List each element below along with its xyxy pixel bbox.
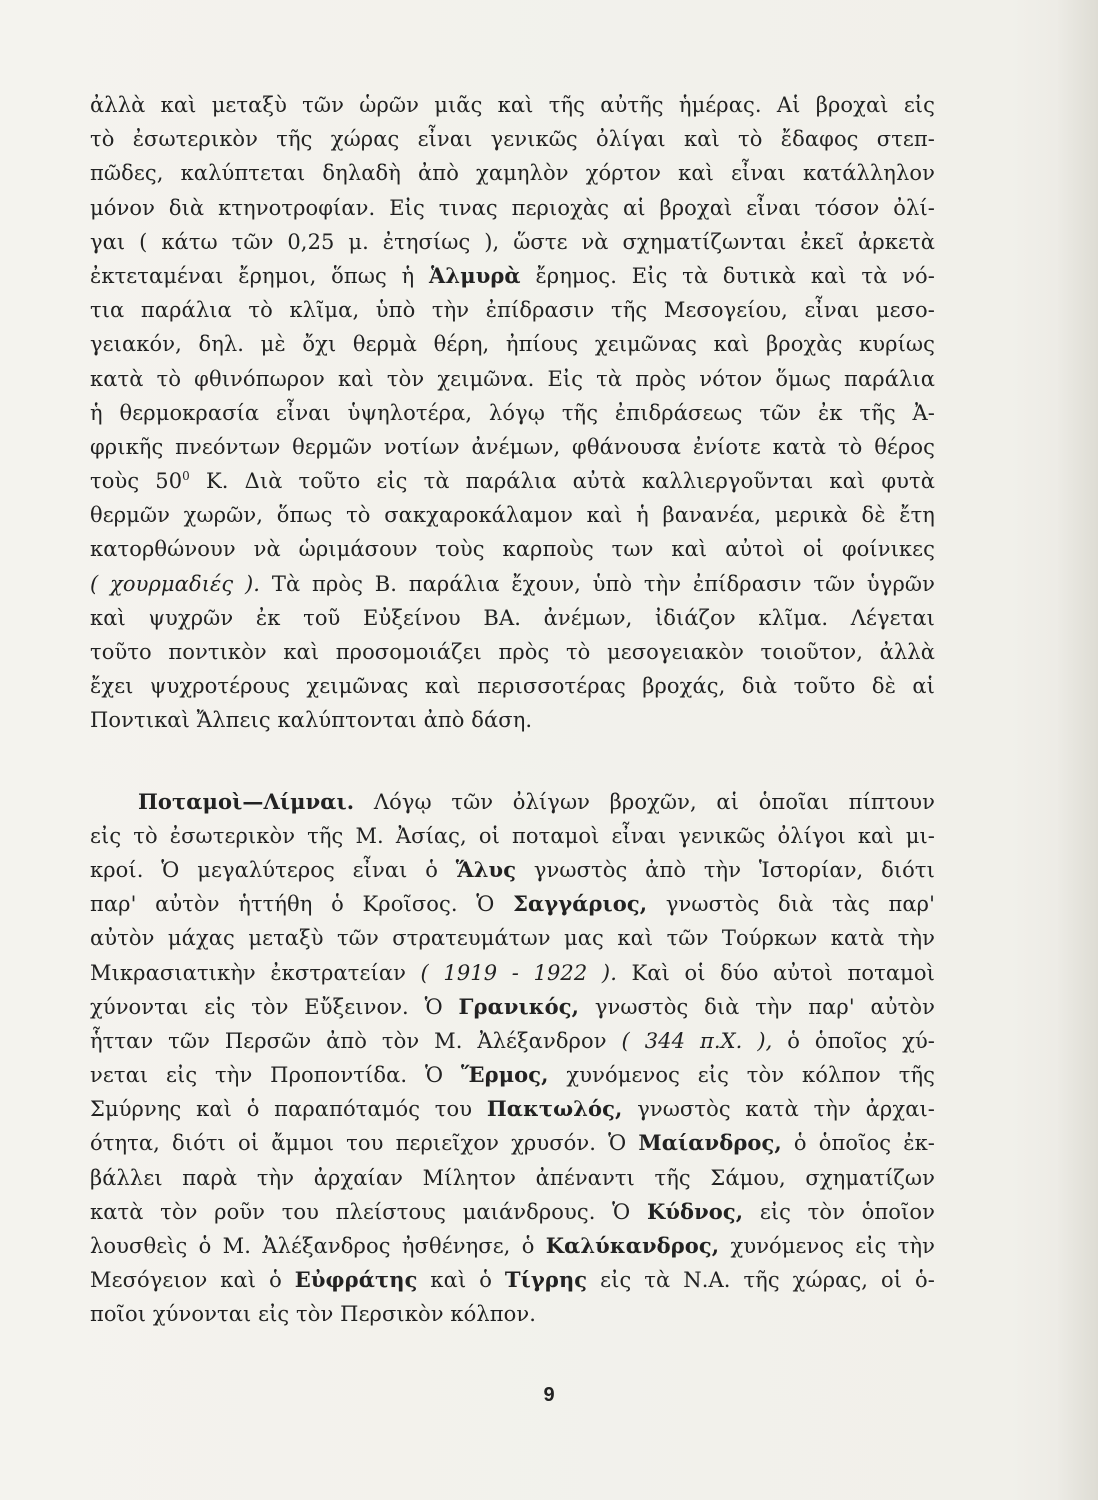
text-line: αὐτὸν μάχας μεταξὺ τῶν στρατευμάτων μας καὶ τῶν Τούρκων κατὰ τὴν bbox=[90, 926, 935, 951]
text-line: γαι ( κάτω τῶν 0,25 μ. ἐτησίως ), ὥστε νὰ σχηματίζωνται ἐκεῖ ἀρκετὰ bbox=[90, 229, 935, 254]
text-line: Μεσόγειον καὶ ὁ Εὐφράτης καὶ ὁ Τίγρης εἰς τὰ Ν.Α. τῆς χώρας, οἱ ὁ- bbox=[90, 1267, 935, 1293]
term-chourmadies: ( χουρμαδιές ). bbox=[90, 571, 261, 596]
page-number: 9 bbox=[543, 1384, 555, 1406]
river-kalykandros: Καλύκανδρος, bbox=[545, 1233, 720, 1258]
page-edge bbox=[1058, 0, 1098, 1500]
date-campaign: ( 1919 - 1922 ). bbox=[420, 960, 617, 985]
text-line: βάλλει παρὰ τὴν ἀρχαίαν Μίλητον ἀπέναντι τῆς Σάμου, σχηματίζων bbox=[90, 1165, 935, 1190]
river-halys: Ἅλυς bbox=[455, 856, 517, 882]
text-line: ( χουρμαδιές ). Τὰ πρὸς Β. παράλια ἔχουν, ὑπὸ τὴν ἐπίδρασιν τῶν ὑγρῶν bbox=[90, 571, 935, 596]
text-line: Σμύρνης καὶ ὁ παραπόταμός του Πακτωλός, γνωστὸς κατὰ τὴν ἀρχαι- bbox=[90, 1096, 935, 1122]
text-line: ποῖοι χύνονται εἰς τὸν Περσικὸν κόλπον. bbox=[90, 1302, 537, 1327]
river-kydnos: Κύδνος, bbox=[646, 1198, 744, 1224]
river-sangarios: Σαγγάριος, bbox=[513, 891, 648, 917]
river-euphrates: Εὐφράτης bbox=[294, 1267, 418, 1293]
text-line: κατορθώνουν νὰ ὡριμάσουν τοὺς καρποὺς των καὶ αὐτοὶ οἱ φοίνικες bbox=[90, 537, 935, 562]
text-line: εἰς τὸ ἐσωτερικὸν τῆς Μ. Ἀσίας, οἱ ποταμοὶ εἶναι γενικῶς ὀλίγοι καὶ μι- bbox=[90, 823, 935, 848]
text-line: ἡ θερμοκρασία εἶναι ὑψηλοτέρα, λόγῳ τῆς ἐπιδράσεως τῶν ἐκ τῆς Ἀ- bbox=[90, 400, 935, 425]
text-line: καὶ ψυχρῶν ἐκ τοῦ Εὐξείνου ΒΑ. ἀνέμων, ἰδιάζον κλῖμα. Λέγεται bbox=[90, 605, 935, 630]
text-line: θερμῶν χωρῶν, ὅπως τὸ σακχαροκάλαμον καὶ ἡ βανανέα, μερικὰ δὲ ἔτη bbox=[90, 503, 935, 528]
text-line: τοῦτο ποντικὸν καὶ προσομοιάζει πρὸς τὸ μεσογειακὸν τοιοῦτον, ἀλλὰ bbox=[90, 640, 935, 664]
text-line: νεται εἰς τὴν Προποντίδα. Ὁ Ἕρμος, χυνόμενος εἰς τὸν κόλπον τῆς bbox=[90, 1062, 935, 1088]
text-line: τια παράλια τὸ κλῖμα, ὑπὸ τὴν ἐπίδρασιν τῆς Μεσογείου, εἶναι μεσο- bbox=[90, 298, 935, 323]
text-line: κατὰ τὸ φθινόπωρον καὶ τὸν χειμῶνα. Εἰς τὰ πρὸς νότον ὅμως παράλια bbox=[90, 366, 935, 391]
river-granikos: Γρανικός, bbox=[458, 993, 580, 1019]
term-almyra: Ἁλμυρὰ bbox=[429, 262, 521, 288]
text-line: λουσθεὶς ὁ Μ. Ἀλέξανδρος ἠσθένησε, ὁ Καλύκανδρος, χυνόμενος εἰς τὴν bbox=[90, 1233, 935, 1258]
text-line: Ποταμοὶ—Λίμναι. Λόγῳ τῶν ὀλίγων βροχῶν, αἱ ὁποῖαι πίπτουν bbox=[138, 788, 935, 814]
text-line: Μικρασιατικὴν ἐκστρατείαν ( 1919 - 1922 ). Καὶ οἱ δύο αὐτοὶ ποταμοὶ bbox=[90, 960, 935, 985]
river-paktolos: Πακτωλός, bbox=[486, 1096, 623, 1122]
text-line: ἧτταν τῶν Περσῶν ἀπὸ τὸν Μ. Ἀλέξανδρον ( 344 π.Χ. ), ὁ ὁποῖος χύ- bbox=[90, 1028, 936, 1053]
river-maiandros: Μαίανδρος, bbox=[638, 1130, 782, 1156]
text-line: ἔχει ψυχροτέρους χειμῶνας καὶ περισσοτέρας βροχάς, διὰ τοῦτο δὲ αἱ bbox=[90, 674, 935, 699]
text-line: πῶδες, καλύπτεται δηλαδὴ ἀπὸ χαμηλὸν χόρτον καὶ εἶναι κατάλληλον bbox=[90, 161, 935, 186]
paragraph-gap bbox=[90, 738, 935, 785]
text-line: ἀλλὰ καὶ μεταξὺ τῶν ὡρῶν μιᾶς καὶ τῆς αὐτῆς ἡμέρας. Αἱ βροχαὶ εἰς bbox=[90, 93, 935, 117]
text-line: ότητα, διότι οἱ ἄμμοι του περιεῖχον χρυσόν. Ὁ Μαίανδρος, ὁ ὁποῖος ἐκ- bbox=[90, 1130, 935, 1156]
text-line: χύνονται εἰς τὸν Εὔξεινον. Ὁ Γρανικός, γνωστὸς διὰ τὴν παρ' αὐτὸν bbox=[90, 993, 935, 1019]
text-line: ἐκτεταμέναι ἔρημοι, ὅπως ἡ Ἁλμυρὰ ἔρημος. Εἰς τὰ δυτικὰ καὶ τὰ νό- bbox=[90, 262, 935, 288]
text-line: τὸ ἐσωτερικὸν τῆς χώρας εἶναι γενικῶς ὀλίγαι καὶ τὸ ἔδαφος στεπ- bbox=[90, 127, 935, 152]
text-line: φρικῆς πνεόντων θερμῶν νοτίων ἀνέμων, φθάνουσα ἐνίοτε κατὰ τὸ θέρος bbox=[90, 434, 935, 459]
date-battle: ( 344 π.Χ. ), bbox=[621, 1028, 773, 1053]
text-line: γειακόν, δηλ. μὲ ὄχι θερμὰ θέρη, ἠπίους χειμῶνας καὶ βροχὰς κυρίως bbox=[90, 332, 935, 357]
text-line: κροί. Ὁ μεγαλύτερος εἶναι ὁ Ἅλυς γνωστὸς ἀπὸ τὴν Ἱστορίαν, διότι bbox=[90, 856, 935, 882]
section-heading: Ποταμοὶ—Λίμναι. bbox=[138, 788, 355, 814]
river-tigris: Τίγρης bbox=[504, 1267, 588, 1293]
text-line: παρ' αὐτὸν ἡττήθη ὁ Κροῖσος. Ὁ Σαγγάριος, γνωστὸς διὰ τὰς παρ' bbox=[90, 891, 935, 917]
river-hermos: Ἕρμος, bbox=[461, 1062, 549, 1088]
text-line: κατὰ τὸν ροῦν του πλείστους μαιάνδρους. Ὁ Κύδνος, εἰς τὸν ὁποῖον bbox=[90, 1198, 935, 1224]
text-line: τοὺς $50^0$ Κ. Διὰ τοῦτο εἰς τὰ παράλια αὐτὰ καλλιεργοῦνται καὶ φυτὰ bbox=[90, 469, 935, 494]
text-line: μόνον διὰ κτηνοτροφίαν. Εἰς τινας περιοχὰς αἱ βροχαὶ εἶναι τόσον ὀλί- bbox=[90, 195, 935, 220]
text-line: Ποντικαὶ Ἄλπεις καλύπτονται ἀπὸ δάση. bbox=[90, 708, 533, 733]
text-body bbox=[90, 88, 935, 1332]
